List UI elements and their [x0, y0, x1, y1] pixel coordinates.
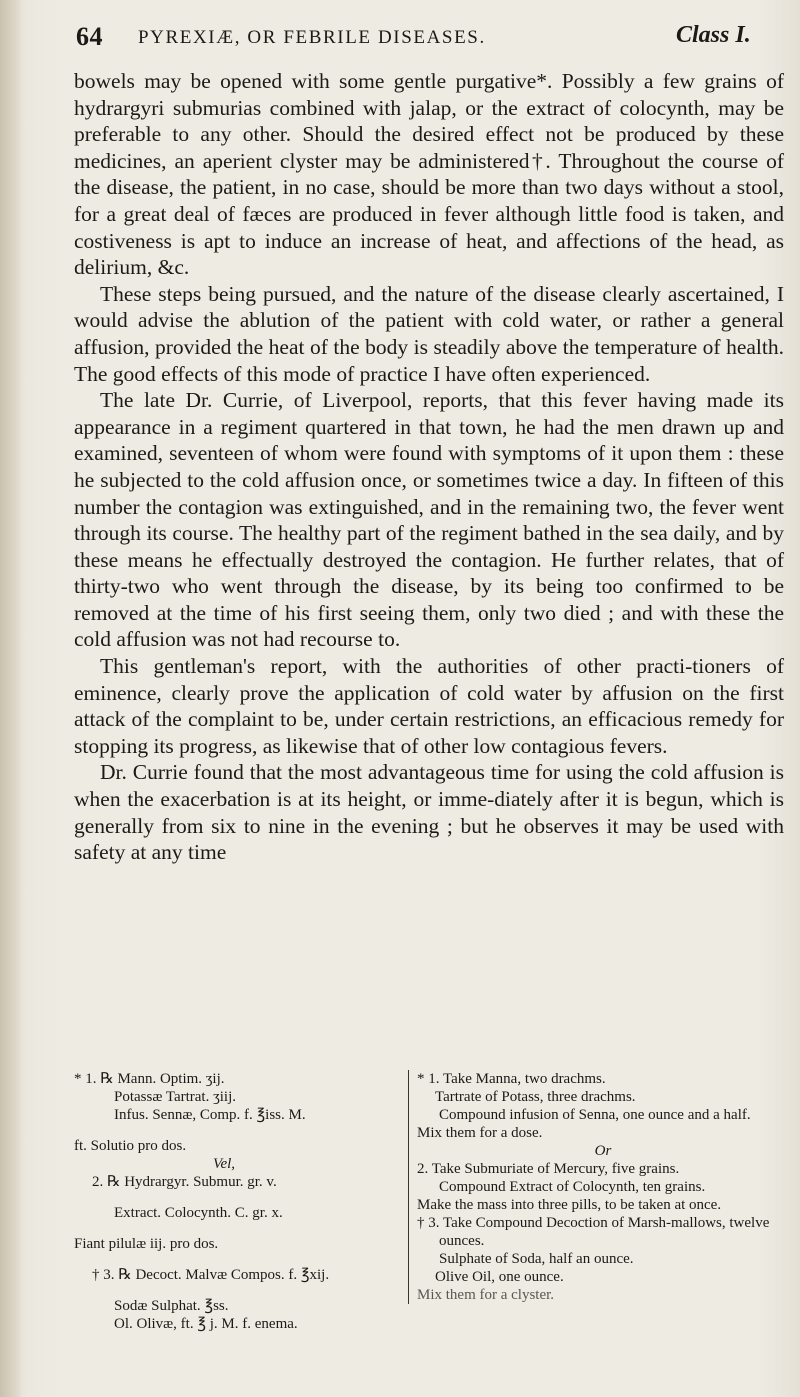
page-spine-shadow — [0, 0, 22, 1397]
paragraph-3: The late Dr. Currie, of Liverpool, reports, that this fever having made its appearance in a regiment quartered in that town, he had the men drawn up and examined, seventeen of whom were found with symptoms of it upon them : these he subjected to the cold affusion once, or sometimes twice a day. In fifteen of this number the contagion was extinguished, and in the remaining two, the fever went through its course. The healthy part of the regiment bathed in the sea daily, and by these means he effectually destroyed the contagion. He further relates, that of thirty-two who went through the disease, by its being too confirmed to be removed at the time of his first seeing them, only two died ; and with these the cold affusion was not had recourse to. — [74, 388, 784, 652]
english-line: Olive Oil, one ounce. — [435, 1269, 564, 1285]
main-text — [74, 68, 784, 866]
paragraph-4: This gentleman's report, with the authorities of other practi-tioners of eminence, clearly prove the application of cold water by affusion on the first attack of the complaint to be, under certain restrictions, an efficacious remedy for stopping its progress, as likewise that of other low contagious fevers. — [74, 654, 784, 758]
english-line: † 3. Take Compound Decoction of Marsh-mallows, twelve ounces. — [417, 1215, 770, 1249]
english-line: Mix them for a clyster. — [417, 1287, 555, 1303]
footnotes-latin-column — [74, 1070, 374, 1333]
latin-line: Fiant pilulæ iij. pro dos. — [74, 1236, 219, 1252]
english-line: Compound infusion of Senna, one ounce and a half. — [439, 1107, 751, 1123]
english-line: Make the mass into three pills, to be taken at once. — [417, 1197, 722, 1213]
latin-line: Infus. Sennæ, Comp. f. ℥iss. M. — [114, 1107, 306, 1123]
latin-line: Ol. Olivæ, ft. ℥ j. M. f. enema. — [114, 1316, 298, 1332]
latin-line: † 3. ℞ Decoct. Malvæ Compos. f. ℥xij. — [92, 1267, 330, 1283]
class-label: Class I. — [676, 22, 751, 48]
latin-line: Sodæ Sulphat. ℥ss. — [114, 1298, 229, 1314]
footnotes — [74, 1070, 784, 1390]
paragraph-1: bowels may be opened with some gentle purgative*. Possibly a few grains of hydrargyri submurias combined with jalap, or the extract of colocynth, may be preferable to any other. Should the desired effect not be produced by these medicines, an aperient clyster may be administered†. Throughout the course of the disease, the patient, in no case, should be more than two days without a stool, for a great deal of fæces are produced in fever although little food is taken, and costiveness is apt to induce an increase of heat, and affections of the head, as delirium, &c. — [74, 69, 784, 280]
english-line: 2. Take Submuriate of Mercury, five grains. — [417, 1161, 680, 1177]
latin-line: ft. Solutio pro dos. — [74, 1138, 187, 1154]
paragraph-5: Dr. Currie found that the most advantageous time for using the cold affusion is when the exacerbation is at its height, or imme-diately after it is begun, which is generally from six to nine in the evening ; but he observes it may be used with safety at any time — [74, 760, 784, 865]
page-number: 64 — [76, 22, 103, 51]
english-line: Mix them for a dose. — [417, 1125, 543, 1141]
footnotes-english-column — [408, 1070, 789, 1304]
latin-line: Vel, — [212, 1156, 236, 1172]
paragraph-2: These steps being pursued, and the nature of the disease clearly ascertained, I would advise the ablution of the patient with cold water, or rather a general affusion, provided the heat of the body is steadily above the temperature of health. The good effects of this mode of practice I have often experienced. — [74, 281, 784, 386]
running-title: PYREXIÆ, OR FEBRILE DISEASES. — [138, 27, 486, 48]
latin-line: Extract. Colocynth. C. gr. x. — [114, 1205, 283, 1221]
english-line: Or — [594, 1143, 612, 1159]
english-line: Compound Extract of Colocynth, ten grains. — [439, 1179, 706, 1195]
english-line: Tartrate of Potass, three drachms. — [435, 1089, 636, 1105]
latin-line: 2. ℞ Hydrargyr. Submur. gr. v. — [92, 1174, 277, 1190]
latin-line: Potassæ Tartrat. ʒiij. — [114, 1089, 236, 1105]
english-line: Sulphate of Soda, half an ounce. — [439, 1251, 634, 1267]
running-header — [0, 0, 800, 60]
english-line: * 1. Take Manna, two drachms. — [417, 1071, 606, 1087]
latin-line: * 1. ℞ Mann. Optim. ʒij. — [74, 1071, 225, 1087]
